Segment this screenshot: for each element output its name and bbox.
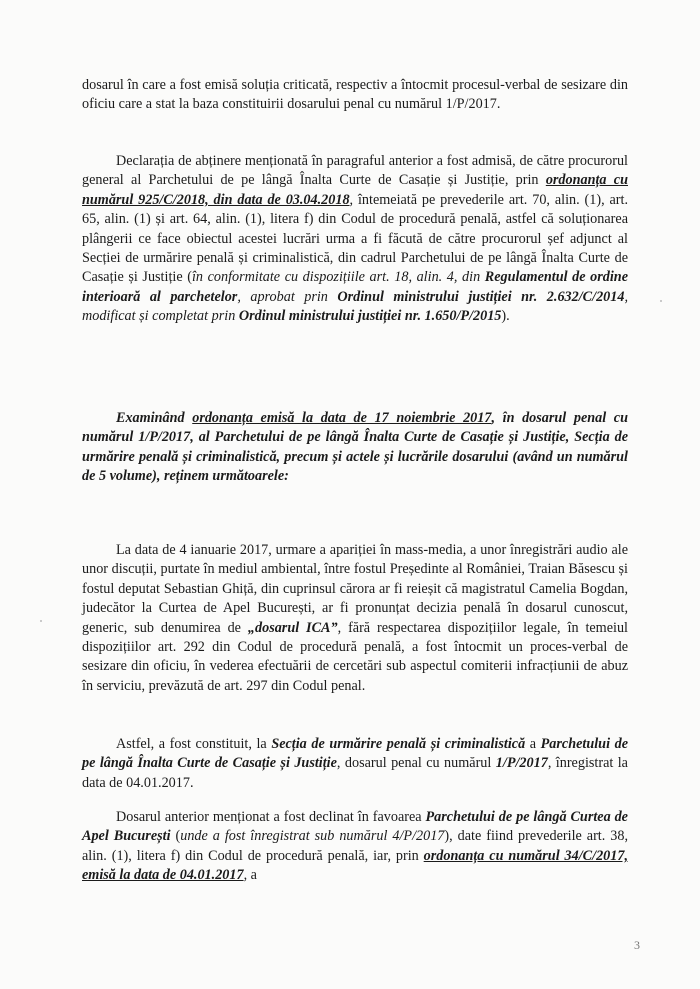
paragraph-2 [82, 152, 628, 327]
paragraph-5 [82, 735, 628, 793]
regulation-reference: Regulamentul de ordine interioară al parchetelor [82, 269, 628, 305]
text: unde a fost înregistrat sub numărul 4/P/2017 [180, 828, 445, 845]
text: , în dosarul penal cu numărul 1/P/2017, al Parchetului de pe lângă Înalta Curte de Casație și Justiție, Secția de urmărire penală și criminalistică, precum și actele și lucrările dosarului (având un numărul de 5 volume), reținem următoarele: [82, 410, 628, 485]
text: La data de 4 ianuarie 2017, urmare a apariției în mass-media, a unor înregistrări audio ale unor discuții, purtate în mediul ambiental, între fostul Președinte al României, Traian Băsescu și fostul deputat Sebastian Ghiță, din cuprinsul cărora ar fi reieșit că magistratul Camelia Bogdan, judecător la Curtea de Apel București, ar fi pronunțat decizia penală în dosarul cunoscut, generic, sub denumirea de [82, 542, 628, 636]
institution-name: Parchetului de pe lângă Înalta Curte de Casație și Justiție [82, 736, 628, 772]
scan-speck [660, 300, 662, 302]
text: , dosarul penal cu numărul [336, 755, 496, 772]
ordinance-reference: ordonanța emisă la data de 17 noiembrie 2017 [192, 410, 492, 426]
text: a [525, 736, 541, 752]
text: , înregistrat la data de 04.01.2017. [82, 755, 628, 791]
text: ). [501, 308, 510, 325]
paragraph-1 [82, 76, 628, 115]
text: , întemeiată pe prevederile art. 70, alin. (1), art. 65, alin. (1) și art. 64, alin. (1), litera f) din Codul de procedură penală, astfel că soluționarea plângerii ce face obiectul acestei lucrări urma a fi făcută de către procurorul șef adjunct al Secției de urmărire penală și criminalistică, din cadrul Parchetului de pe lângă Înalta Curte de Casație și Justiție ( [82, 191, 628, 286]
text: Astfel, a fost constituit, la [116, 736, 272, 752]
paragraph-3 [82, 409, 628, 487]
text: Declarația de abținere menționată în paragraful anterior a fost admisă, de către procurorul general al Parchetului de pe lângă Înalta Curte de Casație și Justiție, prin [82, 153, 628, 189]
order-reference: Ordinul ministrului justiției nr. 2.632/C/2014 [337, 288, 625, 305]
section-name: Secția de urmărire penală și criminalistică [271, 736, 526, 752]
text: ( [170, 828, 181, 845]
text: Dosarul anterior menționat a fost declinat în favoarea [116, 809, 426, 825]
paragraph-6 [82, 808, 628, 886]
text: , a [243, 867, 257, 884]
text: , fără respectarea dispozițiilor legale, în temeiul dispozițiilor art. 292 din Codul de procedură penală, a fost întocmit un proces-verbal de sesizare din oficiu, în vederea efectuării de cercetări sub aspectul comiterii infracțiunii de abuz în serviciu, prevăzută de art. 297 din Codul penal. [82, 619, 628, 694]
text: , modificat și completat prin [82, 288, 628, 325]
text: în conformitate cu dispozițiile art. 18, alin. 4, din [191, 269, 485, 286]
page-number: 3 [634, 938, 640, 952]
case-number: 1/P/2017 [495, 755, 548, 772]
institution-name: Parchetului de pe lângă Curtea de Apel București [82, 809, 628, 845]
ordinance-reference: ordonanța cu numărul 34/C/2017, emisă la data de 04.01.2017 [82, 847, 628, 884]
paragraph-1-text: dosarul în care a fost emisă soluția criticată, respectiv a întocmit procesul-verbal de sesizare din oficiu care a stat la baza constituirii dosarului penal cu numărul 1/P/2017. [82, 77, 628, 113]
ordinance-reference: ordonanța cu numărul 925/C/2018, din data de 03.04.2018 [82, 172, 628, 208]
case-name: „dosarul ICA” [247, 619, 338, 636]
text: , aprobat prin [237, 288, 338, 305]
order-reference: Ordinul ministrului justiției nr. 1.650/P/2015 [238, 308, 502, 325]
paragraph-4 [82, 541, 628, 696]
text: Examinând [116, 410, 193, 426]
scan-speck [40, 620, 42, 622]
text: ), date fiind prevederile art. 38, alin. (1), litera f) din Codul de procedură penală, iar, prin [82, 828, 628, 864]
